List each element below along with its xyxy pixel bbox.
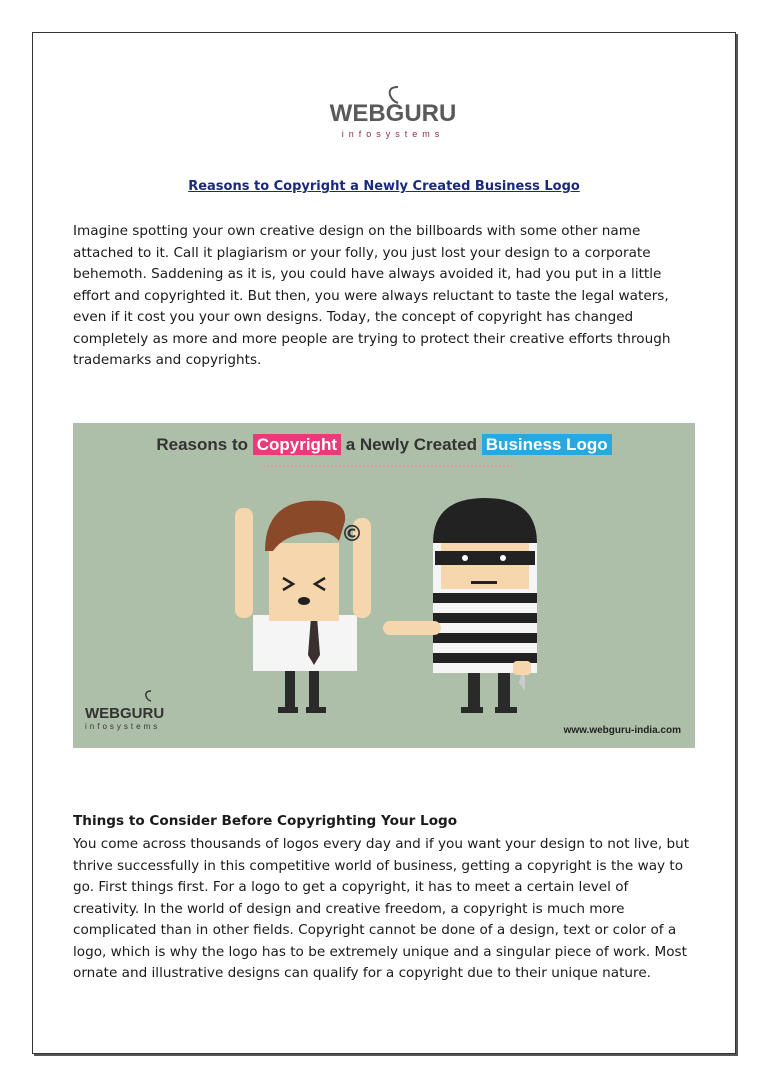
intro-paragraph: Imagine spotting your own creative design on the billboards with some other name attached to it. Call it plagiarism or your folly, you just lost your design to a corporate behemoth. Saddening as it is, you could have always avoided it, had you put in a little effort and copyrighted it. But then, you were always reluctant to taste the legal waters, even if it cost you your own designs. Today, the concept of copyright has changed completely as more and more people are trying to protect their creative efforts through trademarks and copyrights. xyxy=(73,223,671,368)
banner-logo-brand: WEBGURU xyxy=(85,705,165,722)
document-title: Reasons to Copyright a Newly Created Business Logo xyxy=(188,179,580,194)
banner-title-part2: a Newly Created xyxy=(341,435,482,454)
copyright-symbol: © xyxy=(341,522,363,547)
banner-highlight-business-logo: Business Logo xyxy=(482,434,612,455)
thief-character xyxy=(383,498,537,713)
banner-illustration xyxy=(73,423,695,748)
banner-logo-tagline: infosystems xyxy=(85,722,161,731)
banner-title-part1: Reasons to xyxy=(156,435,253,454)
banner-logo xyxy=(85,705,164,731)
logo-brand-text: WEBGURU xyxy=(329,100,457,127)
document-page xyxy=(32,32,736,1054)
section-heading: Things to Consider Before Copyrighting Your Logo xyxy=(73,813,458,829)
banner-url: www.webguru-india.com xyxy=(563,725,681,736)
webguru-logo xyxy=(303,83,483,143)
logo-tagline-text: infosystems xyxy=(341,129,445,139)
banner-highlight-copyright: Copyright xyxy=(253,434,341,455)
banner-image xyxy=(73,423,695,748)
section-body: You come across thousands of logos every day and if you want your design to not live, but thrive successfully in this competitive world of business, getting a copyright is the way to go. First things first. For a logo to get a copyright, it has to meet a certain level of creativity. In the world of design and creative freedom, a copyright is much more complicated than in other fields. Copyright cannot be done of a design, text or color of a logo, which is why the logo has to be extremely unique and a singular piece of work. Most ornate and illustrative designs can qualify for a copyright due to their unique nature. xyxy=(73,836,690,981)
